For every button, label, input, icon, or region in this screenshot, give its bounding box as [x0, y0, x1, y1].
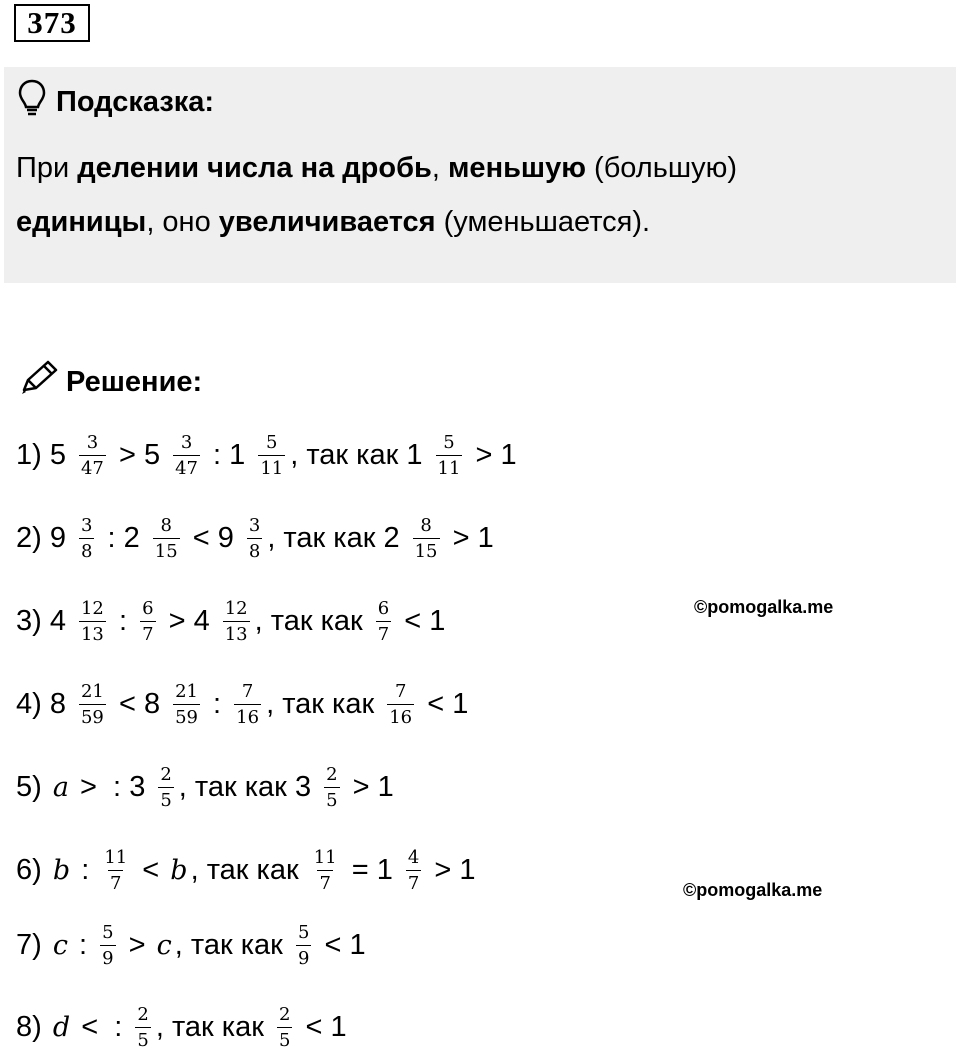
denominator: 5 — [277, 1027, 292, 1051]
fraction — [100, 922, 115, 969]
numerator: 3 — [180, 432, 193, 453]
hint-segment: , — [431, 152, 448, 184]
numerator: 21 — [175, 681, 198, 702]
fraction — [223, 598, 250, 645]
whole-part: 1 — [406, 439, 423, 471]
denominator: 59 — [79, 704, 106, 728]
whole-part: 4 — [193, 605, 210, 637]
pencil-icon — [18, 360, 66, 404]
fraction — [247, 515, 262, 562]
mixed-number — [377, 847, 427, 894]
solution-row — [16, 1004, 347, 1051]
variable: b — [170, 855, 188, 886]
numerator: 2 — [160, 764, 172, 785]
numerator: 7 — [241, 681, 254, 702]
numerator: 12 — [80, 598, 104, 619]
denominator: 47 — [79, 455, 106, 479]
math-text: 5) — [16, 771, 50, 803]
numerator: 2 — [326, 764, 338, 785]
math-text: > 1 — [444, 522, 494, 554]
fraction — [79, 432, 106, 479]
mixed-number — [194, 598, 255, 645]
mixed-number — [383, 515, 444, 562]
mixed-number — [144, 432, 205, 479]
numerator: 5 — [443, 432, 455, 453]
denominator: 7 — [140, 621, 155, 645]
variable: b — [52, 855, 71, 886]
math-text: , так как — [178, 771, 295, 803]
fraction — [158, 764, 173, 811]
fraction — [413, 515, 440, 562]
variable: d — [52, 1012, 71, 1043]
mixed-number — [218, 515, 268, 562]
denominator: 7 — [317, 870, 332, 894]
fraction — [140, 598, 155, 645]
mixed-number — [295, 764, 345, 811]
whole-part: 1 — [229, 439, 246, 471]
mixed-number — [229, 432, 290, 479]
math-text: , так как — [174, 929, 291, 961]
denominator: 16 — [234, 704, 261, 728]
math-text: 3) — [16, 605, 50, 637]
variable: c — [156, 930, 172, 961]
numerator: 3 — [248, 515, 261, 536]
math-text: > 1 — [426, 854, 476, 886]
numerator: 4 — [407, 847, 420, 868]
solution-row — [16, 764, 394, 811]
denominator: 13 — [79, 621, 106, 645]
math-text: > — [160, 605, 194, 637]
solution-row — [16, 681, 468, 728]
hint-title: Подсказка: — [56, 85, 215, 118]
math-text: : — [110, 605, 136, 637]
numerator: 2 — [137, 1004, 149, 1025]
math-text: , так как — [267, 522, 384, 554]
solution-heading — [18, 360, 202, 404]
math-text: < 1 — [297, 1011, 347, 1043]
solution-row — [16, 515, 494, 562]
numerator: 6 — [377, 598, 390, 619]
math-text: 2) — [16, 522, 50, 554]
mixed-number — [406, 432, 467, 479]
math-text: < — [110, 688, 144, 720]
math-text: < 1 — [396, 605, 446, 637]
fraction — [277, 1004, 292, 1051]
math-text: < 1 — [316, 929, 366, 961]
mixed-number — [144, 681, 205, 728]
denominator: 59 — [173, 704, 200, 728]
fraction — [436, 432, 463, 479]
numerator: 2 — [278, 1004, 291, 1025]
numerator: 3 — [80, 515, 93, 536]
denominator: 16 — [387, 704, 414, 728]
fraction — [153, 515, 180, 562]
hint-segment: При — [16, 152, 78, 184]
numerator: 8 — [160, 515, 172, 536]
denominator: 5 — [324, 787, 339, 811]
mixed-number — [50, 598, 111, 645]
solution-row — [16, 598, 445, 645]
whole-part: 3 — [294, 771, 312, 803]
math-text: > 1 — [467, 439, 517, 471]
fraction — [324, 764, 339, 811]
math-text: < 1 — [419, 688, 469, 720]
denominator: 5 — [158, 787, 173, 811]
fraction — [387, 681, 414, 728]
math-text: < — [134, 854, 168, 886]
hint-heading — [18, 79, 214, 125]
fraction — [296, 922, 311, 969]
denominator: 15 — [153, 538, 180, 562]
math-text: , так как — [190, 854, 307, 886]
fraction — [173, 681, 200, 728]
math-text: : — [99, 522, 124, 554]
denominator: 7 — [108, 870, 123, 894]
math-text: : — [205, 688, 230, 720]
numerator: 7 — [394, 681, 407, 702]
hint-emphasis: меньшую — [447, 152, 586, 184]
denominator: 9 — [100, 945, 115, 969]
mixed-number — [129, 764, 179, 811]
hint-segment: (уменьшается). — [435, 206, 651, 238]
numerator: 5 — [102, 922, 114, 943]
solution-row — [16, 432, 517, 479]
math-text: 8) — [16, 1011, 50, 1043]
hint-box — [4, 67, 956, 283]
math-text: = — [343, 854, 377, 886]
denominator: 47 — [173, 455, 200, 479]
fraction — [376, 598, 391, 645]
whole-part: 8 — [49, 688, 66, 720]
variable: c — [52, 930, 68, 961]
solution-title: Решение: — [66, 365, 203, 398]
fraction — [79, 681, 106, 728]
denominator: 13 — [223, 621, 250, 645]
watermark: ©pomogalka.me — [683, 880, 823, 900]
fraction — [258, 432, 285, 479]
math-text: 7) — [16, 929, 50, 961]
whole-part: 2 — [123, 522, 140, 554]
fraction — [79, 598, 106, 645]
whole-part: 9 — [217, 522, 234, 554]
whole-part: 8 — [143, 688, 161, 720]
denominator: 7 — [406, 870, 421, 894]
hint-segment: (большую) — [585, 152, 738, 184]
denominator: 5 — [135, 1027, 150, 1051]
whole-part: 5 — [49, 439, 66, 471]
whole-part: 4 — [49, 605, 66, 637]
denominator: 8 — [247, 538, 262, 562]
hint-emphasis: увеличивается — [218, 206, 436, 238]
math-text: , так как — [155, 1011, 272, 1043]
variable: a — [52, 772, 69, 803]
numerator: 3 — [86, 432, 99, 453]
fraction — [173, 432, 200, 479]
denominator: 8 — [79, 538, 94, 562]
mixed-number — [50, 432, 111, 479]
lightbulb-icon — [18, 79, 56, 125]
math-text: 1) — [16, 439, 50, 471]
hint-line-2 — [16, 195, 936, 249]
numerator: 5 — [297, 922, 310, 943]
whole-part: 5 — [143, 439, 161, 471]
denominator: 11 — [258, 455, 285, 479]
fraction — [102, 847, 129, 894]
math-text: > — [120, 929, 154, 961]
mixed-number — [50, 515, 100, 562]
denominator: 9 — [296, 945, 311, 969]
whole-part: 2 — [383, 522, 400, 554]
denominator: 15 — [413, 538, 440, 562]
math-text: 6) — [16, 854, 50, 886]
watermark: ©pomogalka.me — [694, 597, 834, 617]
hint-segment: , оно — [146, 206, 219, 238]
task-number: 373 — [14, 4, 90, 42]
math-text: 4) — [16, 688, 50, 720]
hint-emphasis: единицы — [16, 206, 147, 238]
fraction — [234, 681, 261, 728]
solution-row — [16, 847, 475, 894]
whole-part: 1 — [376, 854, 393, 886]
fraction — [406, 847, 421, 894]
math-text: : — [70, 929, 96, 961]
solution-row — [16, 922, 366, 969]
math-text: > : — [71, 771, 130, 803]
math-text: < — [184, 522, 218, 554]
numerator: 12 — [224, 598, 248, 619]
numerator: 11 — [313, 847, 337, 868]
numerator: 6 — [142, 598, 154, 619]
hint-line-1 — [16, 141, 936, 195]
numerator: 11 — [104, 847, 128, 868]
hint-text — [16, 141, 936, 249]
whole-part: 3 — [129, 771, 146, 803]
math-text: > 1 — [344, 771, 394, 803]
numerator: 5 — [266, 432, 278, 453]
math-text: , так как — [266, 688, 383, 720]
mixed-number — [124, 515, 185, 562]
fraction — [135, 1004, 150, 1051]
denominator: 7 — [376, 621, 391, 645]
denominator: 11 — [436, 455, 463, 479]
math-text: > — [110, 439, 144, 471]
whole-part: 9 — [49, 522, 66, 554]
math-text: , так как — [254, 605, 371, 637]
math-text: < : — [73, 1011, 131, 1043]
numerator: 8 — [420, 515, 432, 536]
math-text: : — [205, 439, 230, 471]
math-text: , так как — [290, 439, 407, 471]
math-text: : — [73, 854, 98, 886]
mixed-number — [50, 681, 111, 728]
fraction — [312, 847, 339, 894]
fraction — [79, 515, 94, 562]
numerator: 21 — [80, 681, 104, 702]
hint-emphasis: делении числа на дробь — [77, 152, 432, 184]
